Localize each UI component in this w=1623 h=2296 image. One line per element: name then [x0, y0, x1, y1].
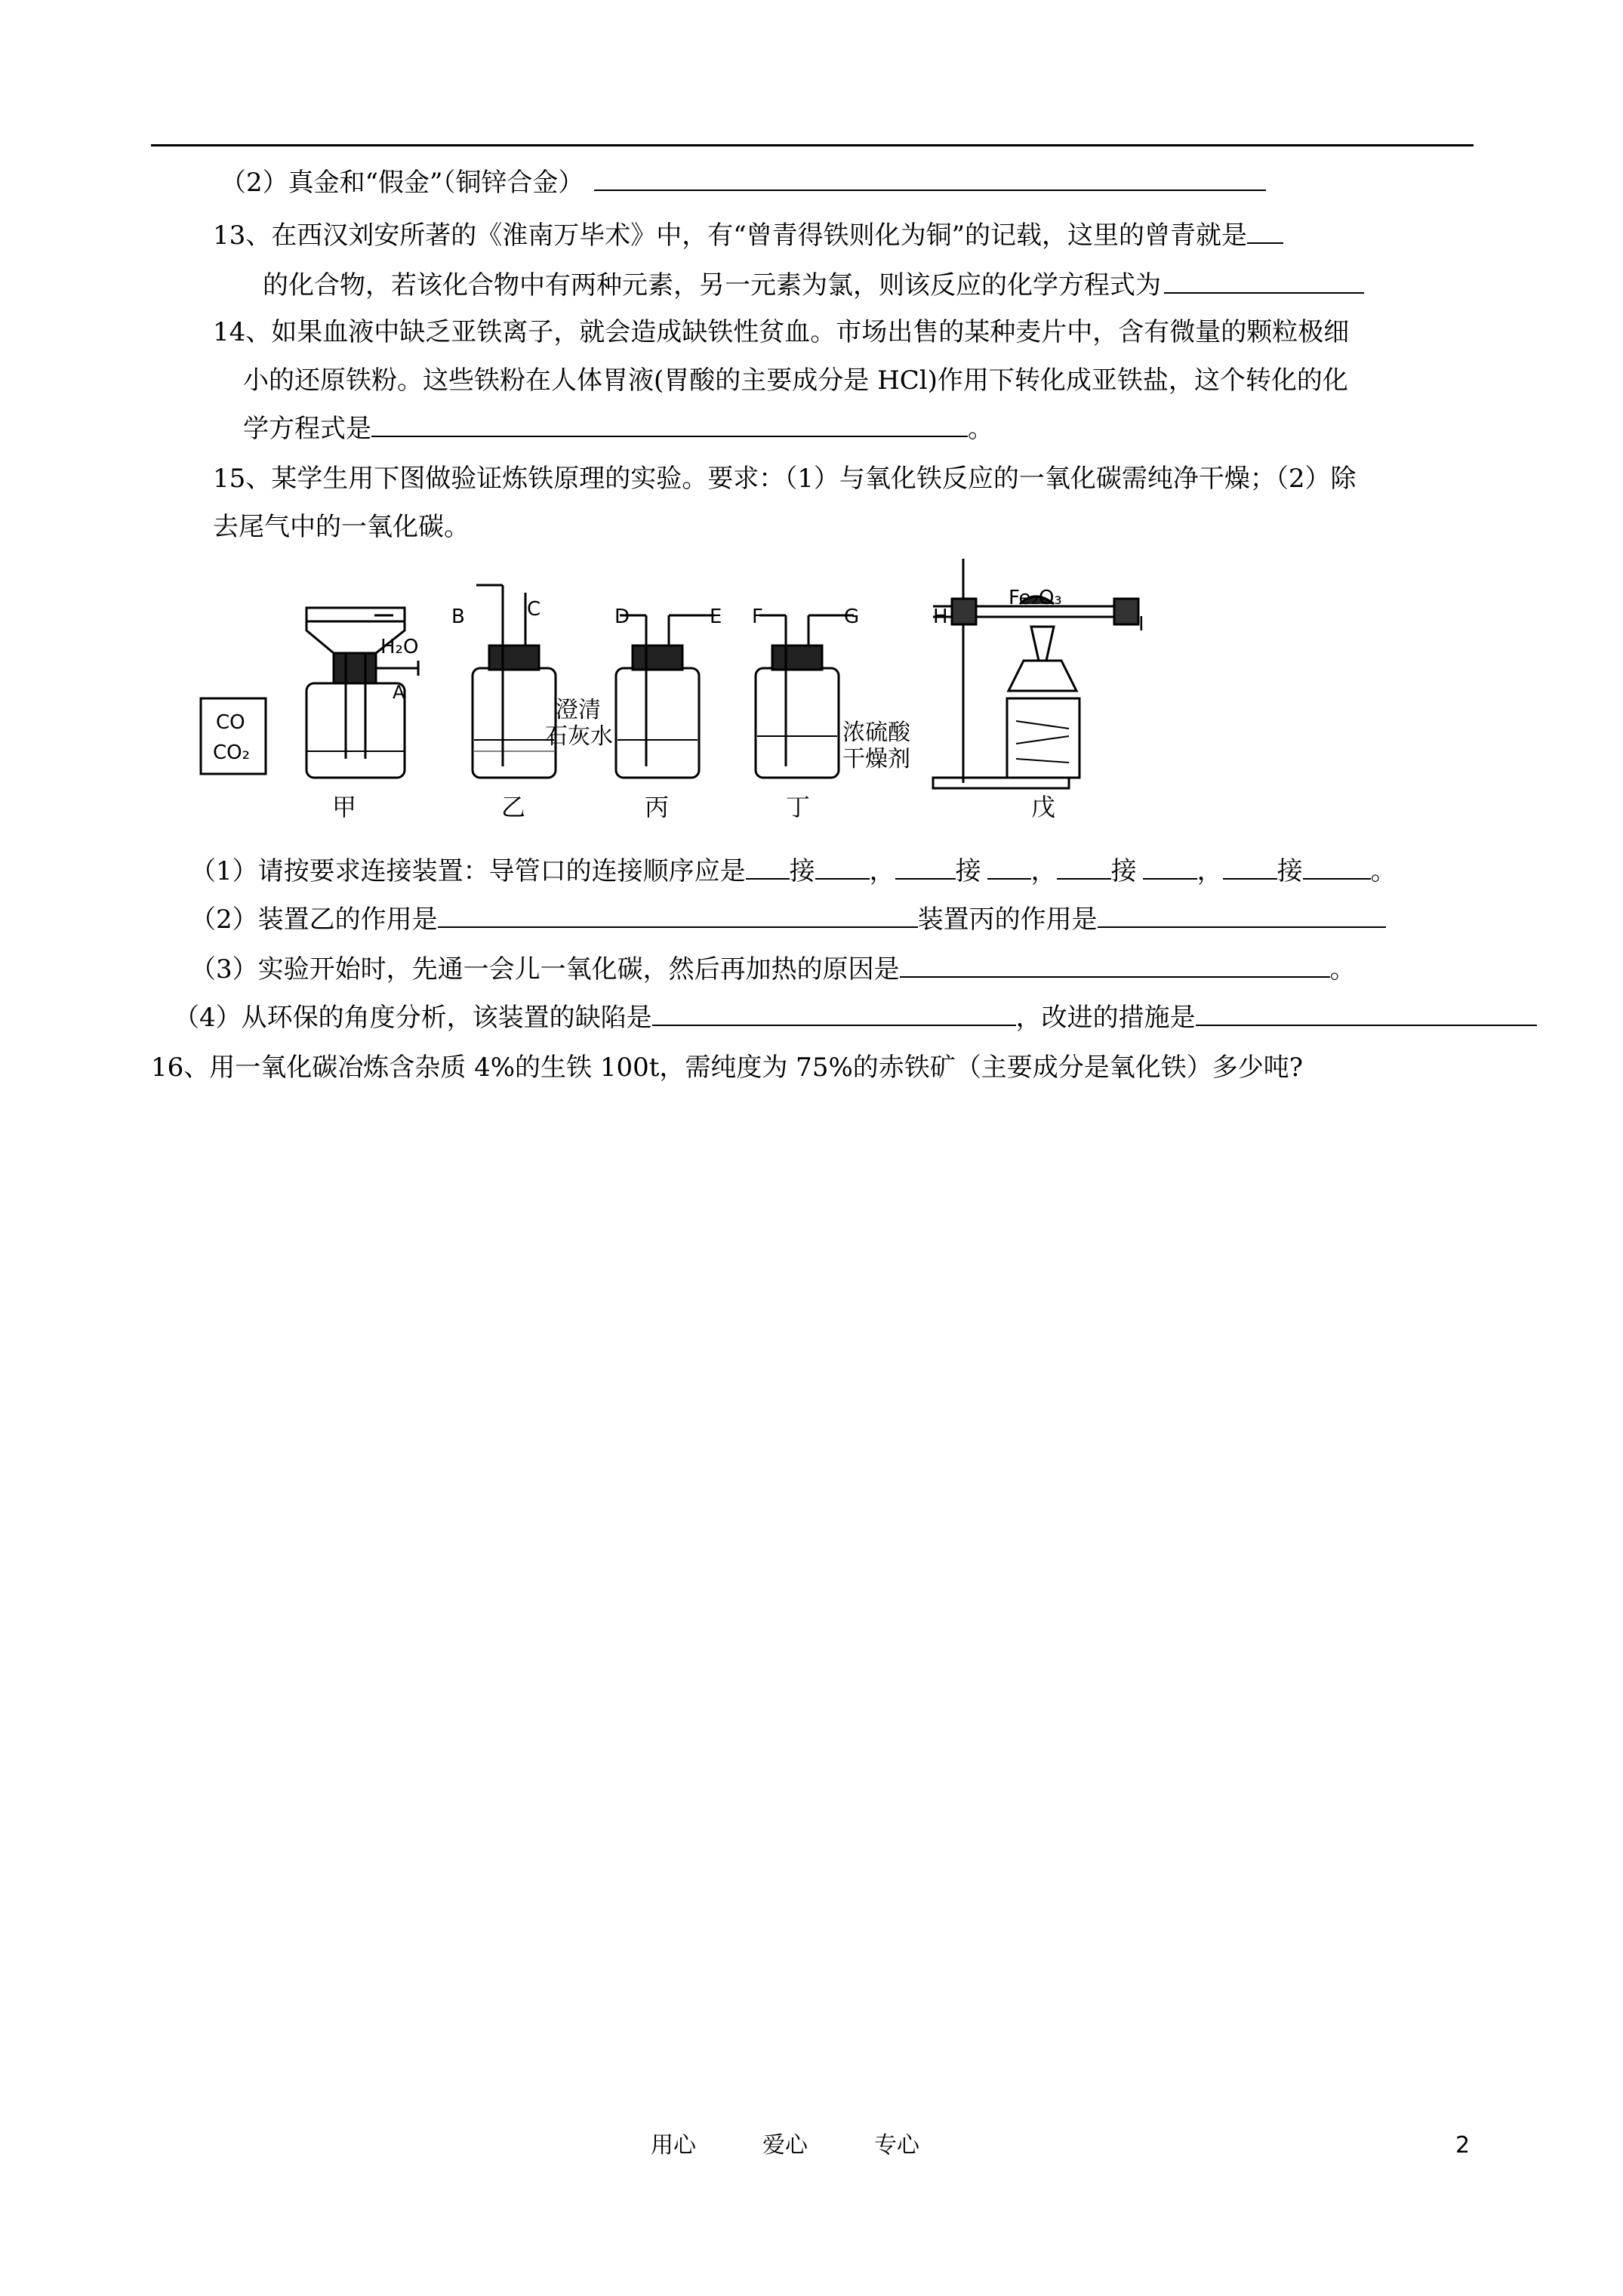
- q15-sub4: （4）从环保的角度分析，该装置的缺陷是 ，改进的措施是: [174, 1001, 1537, 1034]
- q13-line2: 的化合物，若该化合物中有两种元素，另一元素为氯，则该反应的化学方程式为: [263, 269, 1364, 302]
- label-limewater-2: 石灰水: [545, 723, 613, 750]
- burner-body: [1007, 698, 1079, 778]
- label-E: E: [710, 606, 722, 628]
- answer-blank[interactable]: [652, 1002, 1016, 1026]
- q14-line3: 学方程式是 。: [243, 414, 993, 444]
- stopper-ding: [772, 646, 822, 670]
- gas-box-line1: CO: [216, 711, 245, 734]
- label-limewater-1: 澄清: [556, 697, 601, 723]
- label-acid-1: 浓硫酸: [842, 720, 910, 746]
- footer-motto-2: 爱心: [762, 2132, 808, 2159]
- label-A: A: [393, 682, 405, 703]
- q16: 16、用一氧化碳冶炼含杂质 4%的生铁 100t，需纯度为 75%的赤铁矿（主要成分是氧化铁）多少吨?: [151, 1052, 1303, 1083]
- flame: [1031, 627, 1054, 661]
- name-bing: 丙: [645, 793, 670, 821]
- label-D: D: [614, 606, 630, 628]
- q13-line1: 13、在西汉刘安所著的《淮南万毕术》中，有“曾青得铁则化为铜”的记载，这里的曾青就是: [213, 219, 1283, 252]
- name-wu: 戊: [1031, 793, 1056, 821]
- bottle-jia: [306, 683, 405, 778]
- header-rule: [151, 144, 1474, 146]
- name-ding: 丁: [786, 793, 811, 821]
- burner-top: [1009, 661, 1076, 691]
- label-h2o: H₂O: [380, 636, 419, 658]
- answer-blank[interactable]: [900, 954, 1330, 978]
- answer-blank[interactable]: [438, 904, 918, 928]
- label-F: F: [752, 606, 763, 628]
- gas-box-line2: CO₂: [213, 741, 251, 764]
- bottle-bing: [616, 668, 699, 778]
- stopper-bing: [633, 646, 682, 670]
- q15-sub2: （2）装置乙的作用是 装置丙的作用是: [190, 903, 1386, 936]
- q15-sub3: （3）实验开始时，先通一会儿一氧化碳，然后再加热的原因是 。: [190, 954, 1356, 985]
- footer-motto-1: 用心: [651, 2132, 696, 2159]
- q15-line1: 15、某学生用下图做验证炼铁原理的实验。要求：（1）与氧化铁反应的一氧化碳需纯净干燥；（2）除: [213, 464, 1357, 494]
- q14-line2: 小的还原铁粉。这些铁粉在人体胃液(胃酸的主要成分是 HCl)作用下转化成亚铁盐，这个转化的化: [243, 365, 1348, 396]
- label-acid-2: 干燥剂: [842, 746, 910, 772]
- answer-blank[interactable]: [594, 167, 1266, 191]
- page-number: 2: [1455, 2132, 1471, 2159]
- answer-blank[interactable]: [815, 855, 870, 880]
- answer-blank[interactable]: [746, 855, 790, 880]
- answer-blank[interactable]: [1164, 270, 1364, 294]
- answer-blank[interactable]: [1098, 904, 1386, 928]
- answer-blank[interactable]: [1196, 1002, 1537, 1026]
- label-B: B: [451, 606, 465, 628]
- stopper-yi: [489, 646, 539, 670]
- answer-blank[interactable]: [895, 855, 956, 880]
- footer-motto-3: 专心: [874, 2132, 919, 2159]
- answer-blank[interactable]: [1247, 220, 1283, 244]
- label-G: G: [844, 606, 860, 628]
- answer-blank[interactable]: [1303, 855, 1371, 880]
- label-fe2o3: Fe₂O₃: [1009, 587, 1062, 609]
- stopper-jia: [334, 653, 376, 683]
- name-jia: 甲: [332, 793, 357, 821]
- apparatus-figure: [178, 555, 1190, 827]
- q14-line1: 14、如果血液中缺乏亚铁离子，就会造成缺铁性贫血。市场出售的某种麦片中，含有微量的颗粒极细: [213, 317, 1350, 347]
- stand-base: [933, 778, 1069, 788]
- q15-sub1: （1）请按要求连接装置：导管口的连接顺序应是 接 ， 接 ， 接 ， 接 。: [190, 856, 1397, 886]
- answer-blank[interactable]: [371, 413, 968, 437]
- answer-blank[interactable]: [1223, 855, 1277, 880]
- label-C: C: [527, 598, 541, 621]
- q15-line2: 去尾气中的一氧化碳。: [213, 512, 470, 542]
- answer-blank[interactable]: [1143, 855, 1197, 880]
- bottle-yi: [473, 668, 556, 778]
- label-H: H: [933, 606, 948, 628]
- name-yi: 乙: [501, 793, 526, 821]
- bottle-ding: [756, 668, 839, 778]
- q12-part2: （2）真金和“假金”（铜锌合金）: [220, 166, 1266, 199]
- answer-blank[interactable]: [987, 855, 1031, 880]
- answer-blank[interactable]: [1057, 855, 1111, 880]
- apparatus-diagram: [178, 555, 1190, 827]
- label-I: I: [1138, 613, 1144, 636]
